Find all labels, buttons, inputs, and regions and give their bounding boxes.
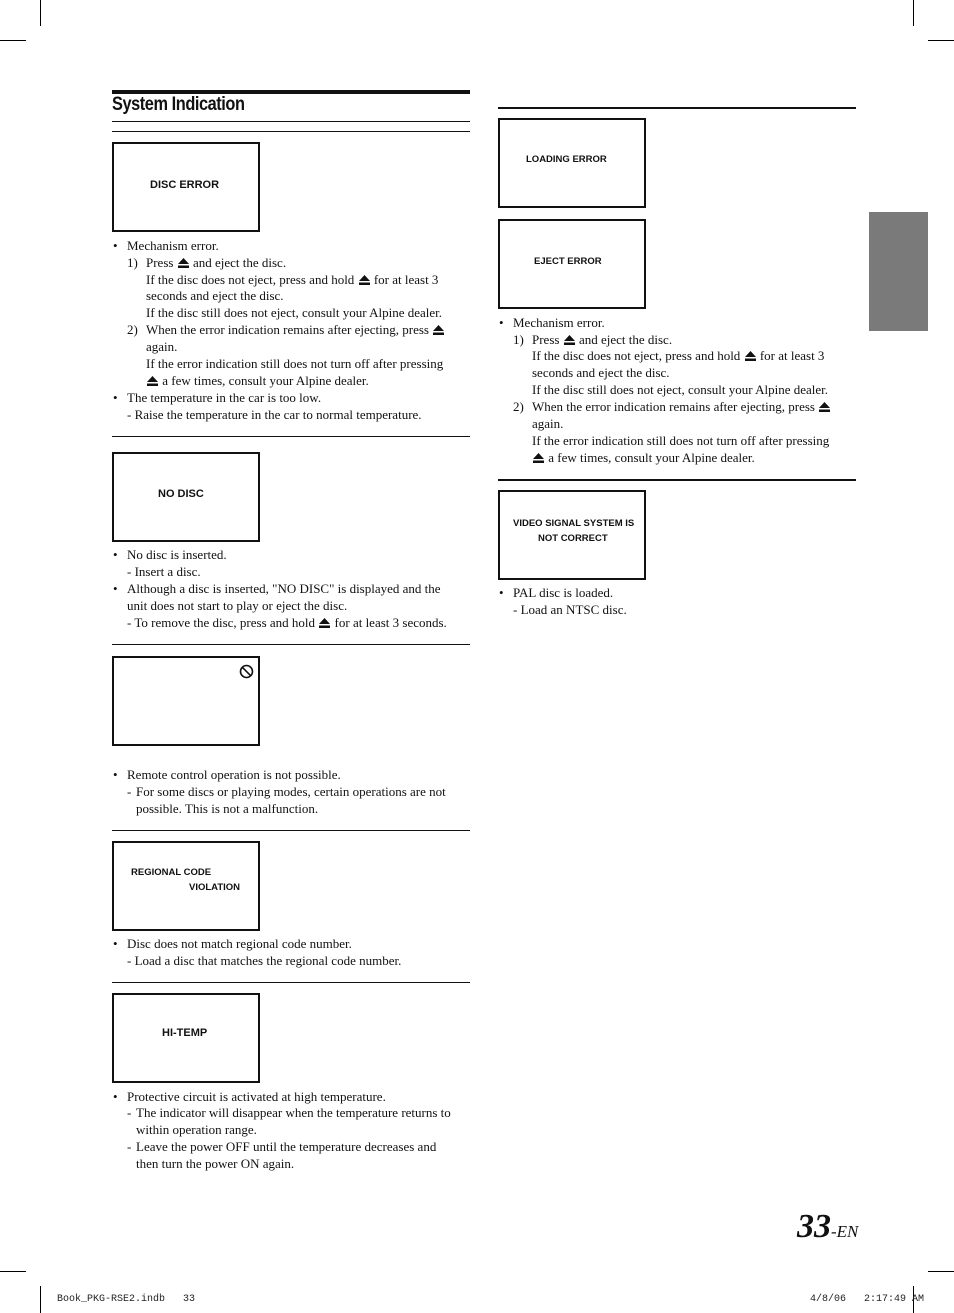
eject-error-screen [498, 219, 646, 309]
video-label-2: NOT CORRECT [538, 533, 608, 544]
eject-icon [147, 373, 158, 390]
section-title: System Indication [112, 94, 245, 115]
divider [112, 131, 470, 132]
text-span: - To remove the disc, press and hold [127, 615, 316, 630]
disc-error-screen [112, 142, 260, 232]
no-disc-bullet-1-sub: - Insert a disc. [127, 564, 201, 579]
page-number [797, 1208, 858, 1246]
divider [498, 479, 856, 481]
disc-error-step-2-d [146, 372, 369, 390]
eject-error-step-2-d [532, 449, 755, 467]
hi-temp-sub1-l1: The indicator will disappear when the temperature returns to [136, 1105, 451, 1120]
text-span: When the error indication remains after ejecting, press [532, 399, 815, 414]
crop-mark [0, 40, 26, 41]
remote-sub-l1: For some discs or playing modes, certain operations are not [136, 784, 446, 799]
video-label-1: VIDEO SIGNAL SYSTEM IS [513, 518, 635, 529]
prohibited-icon [239, 664, 254, 684]
eject-error-step-1-num: 1) [513, 332, 524, 347]
eject-icon [359, 272, 370, 289]
disc-error-step-1-d: seconds and eject the disc. [146, 288, 284, 303]
disc-error-step-2-c: If the error indication still does not turn off after pressing [146, 356, 444, 371]
hi-temp-sub2-l1: Leave the power OFF until the temperature decreases and [136, 1139, 437, 1154]
eject-error-bullet-1: • Mechanism error. [513, 314, 605, 331]
hi-temp-label: HI-TEMP [162, 1027, 208, 1039]
remote-bullet-1: • Remote control operation is not possible. [127, 766, 341, 783]
eject-error-step-1-c [532, 347, 824, 365]
hi-temp-dash-2: - [127, 1139, 132, 1154]
eject-error-label: EJECT ERROR [534, 256, 602, 267]
eject-error-step-1-e: If the disc still does not eject, consult your Alpine dealer. [532, 382, 829, 397]
divider [112, 436, 470, 437]
eject-error-step-2 [532, 398, 831, 416]
text-span: Press [532, 332, 560, 347]
text-span: If the disc does not eject, press and hold [146, 272, 355, 287]
remote-dash: - [127, 784, 132, 799]
no-disc-bullet-1: • No disc is inserted. [127, 546, 227, 563]
video-signal-screen [498, 490, 646, 580]
crop-mark [913, 0, 914, 26]
divider [112, 982, 470, 983]
video-bullet-1-sub: - Load an NTSC disc. [513, 602, 627, 617]
text-span: a few times, consult your Alpine dealer. [162, 373, 369, 388]
text-span: for at least 3 [373, 272, 439, 287]
divider [498, 107, 856, 109]
page-number-value: 33 [797, 1208, 831, 1245]
regional-label-2: VIOLATION [189, 882, 241, 893]
regional-bullet-1: • Disc does not match regional code number. [127, 935, 352, 952]
hi-temp-sub2-l2: then turn the power ON again. [136, 1156, 295, 1171]
loading-error-label: LOADING ERROR [526, 154, 607, 165]
disc-error-bullet-2: • The temperature in the car is too low. [127, 389, 321, 406]
crop-mark [40, 1286, 41, 1313]
remote-sub-l2: possible. This is not a malfunction. [136, 801, 319, 816]
eject-icon [819, 399, 830, 416]
regional-label-1: REGIONAL CODE [131, 867, 212, 878]
loading-error-screen [498, 118, 646, 208]
disc-error-step-1-e: If the disc still does not eject, consult your Alpine dealer. [146, 305, 443, 320]
divider [112, 830, 470, 831]
eject-error-step-2-num: 2) [513, 399, 524, 414]
eject-error-step-2-c: If the error indication still does not turn off after pressing [532, 433, 830, 448]
text-span: and eject the disc. [578, 332, 673, 347]
no-disc-bullet-2-sub [127, 614, 447, 632]
footer-file-info: Book_PKG-RSE2.indb 33 [57, 1294, 196, 1305]
regional-bullet-1-sub: - Load a disc that matches the regional code number. [127, 953, 402, 968]
disc-error-step-1-b: and eject the disc. [192, 255, 287, 270]
eject-icon [745, 348, 756, 365]
prohibited-screen [112, 656, 260, 746]
text-span: If the disc does not eject, press and hold [532, 348, 741, 363]
divider [112, 644, 470, 645]
disc-error-step-2-num: 2) [127, 322, 138, 337]
disc-error-step-1 [146, 254, 286, 272]
disc-error-bullet-2-sub: - Raise the temperature in the car to normal temperature. [127, 407, 422, 422]
eject-icon [433, 322, 444, 339]
eject-icon [319, 615, 330, 632]
crop-mark [928, 1271, 954, 1272]
disc-error-label: DISC ERROR [150, 179, 220, 191]
text-span: When the error indication remains after ejecting, press [146, 322, 429, 337]
hi-temp-sub1-l2: within operation range. [136, 1122, 257, 1137]
no-disc-label: NO DISC [158, 488, 204, 500]
no-disc-bullet-2-l2: unit does not start to play or eject the disc. [127, 598, 348, 613]
section-tab [869, 212, 928, 331]
eject-icon [533, 450, 544, 467]
no-disc-bullet-2: • Although a disc is inserted, "NO DISC" is displayed and the [127, 580, 441, 597]
disc-error-bullet-1: • Mechanism error. [127, 237, 219, 254]
text-span: for at least 3 seconds. [334, 615, 447, 630]
disc-error-step-1-a: Press [146, 255, 174, 270]
eject-icon [178, 255, 189, 272]
regional-code-screen [112, 841, 260, 931]
text-span: for at least 3 [759, 348, 825, 363]
disc-error-step-2 [146, 321, 445, 339]
title-bottom-rule [112, 121, 470, 122]
hi-temp-screen [112, 993, 260, 1083]
crop-mark [928, 40, 954, 41]
crop-mark [40, 0, 41, 26]
eject-error-step-2-b: again. [532, 416, 564, 431]
footer-timestamp: 4/8/06 2:17:49 AM [810, 1294, 925, 1305]
text-span: a few times, consult your Alpine dealer. [548, 450, 755, 465]
crop-mark [0, 1271, 26, 1272]
hi-temp-bullet-1: • Protective circuit is activated at high temperature. [127, 1088, 386, 1105]
no-disc-screen [112, 452, 260, 542]
eject-error-step-1-d: seconds and eject the disc. [532, 365, 670, 380]
page-suffix: -EN [831, 1222, 859, 1241]
disc-error-step-1-num: 1) [127, 255, 138, 270]
video-bullet-1: • PAL disc is loaded. [513, 584, 613, 601]
hi-temp-dash-1: - [127, 1105, 132, 1120]
disc-error-step-2-b: again. [146, 339, 178, 354]
